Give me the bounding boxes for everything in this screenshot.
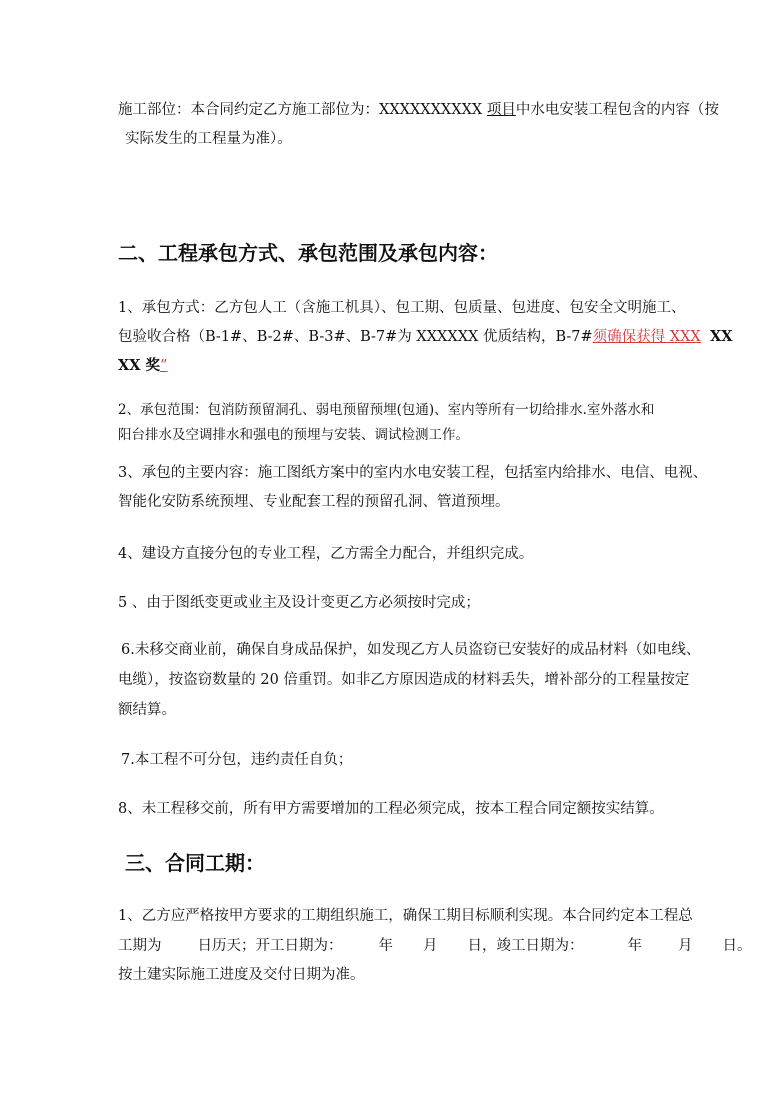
duration-label: 工期为 [118,938,162,954]
placement-prefix: 施工部位：本合同约定乙方施工部位为：XXXXXXXXXX [118,102,487,118]
section-2-item-1-line-2 [118,327,732,347]
item-1-bold-text: XX [709,328,733,345]
section-2-item-1-line-1: 1、承包方式：乙方包人工（含施工机具）、包工期、包质量、包进度、包安全文明施工、 [118,300,686,316]
item-1-line-3-bold: XX 奖 [118,357,161,374]
placement-underlined: 项目 [486,102,516,118]
end-month-label: 月 [678,938,693,954]
section-2-item-2-line-1: 2、承包范围：包消防预留洞孔、弱电预留预埋(包通)、室内等所有一切给排水.室外落水和 [118,402,655,418]
end-day-label: 日。 [722,938,752,954]
placement-suffix: 中水电安装工程包含的内容（按 [515,102,719,118]
section-2-item-2-line-2: 阳台排水及空调排水和强电的预埋与安装、调试检测工作。 [118,427,469,443]
section-2-item-6-line-1: 6.未移交商业前，确保自身成品保护，如发现乙方人员盗窃已安装好的成品材料（如电线、 [121,642,701,658]
placement-line-2: 实际发生的工程量为准）。 [125,131,292,147]
start-month-label: 月 [423,938,438,954]
section-2-item-3-line-2: 智能化安防系统预埋、专业配套工程的预留孔洞、管道预埋。 [118,494,510,510]
section-3-item-1-line-2 [118,936,752,956]
completion-date-label: 日，竣工日期为： [467,938,584,954]
section-3-heading: 三、合同工期： [125,851,265,875]
start-date-label: 日历天；开工日期为： [197,938,343,954]
item-1-line-2-prefix: 包验收合格（B-1#、B-2#、B-3#、B-7#为 XXXXXX 优质结构，B-7# [118,329,593,345]
section-2-heading: 二、工程承包方式、承包范围及承包内容： [118,241,498,265]
section-3-item-1-line-1: 1、乙方应严格按甲方要求的工期组织施工，确保工期目标顺利实现。本合同约定本工程总 [118,908,693,924]
section-2-item-7: 7.本工程不可分包，违约责任自负； [121,752,353,768]
start-year-label: 年 [378,938,393,954]
section-2-item-6-line-2: 电缆），按盗窃数量的 20 倍重罚。如非乙方原因造成的材料丢失，增补部分的工程量按定 [118,672,690,688]
section-2-item-3-line-1: 3、承包的主要内容：施工图纸方案中的室内水电安装工程，包括室内给排水、电信、电视、 [118,465,708,481]
section-2-item-4: 4、建设方直接分包的专业工程，乙方需全力配合，并组织完成。 [118,546,534,562]
section-3-item-1-line-3: 按土建实际施工进度及交付日期为准。 [118,967,365,983]
item-1-red-text: 须确保获得 XXX [592,329,701,345]
placement-line-1 [118,100,719,120]
section-2-item-8: 8、未工程移交前，所有甲方需要增加的工程必须完成，按本工程合同定额按实结算。 [118,801,664,817]
section-2-item-1-line-3 [118,356,167,376]
section-2-item-5: 5 、由于图纸变更或业主及设计变更乙方必须按时完成； [118,595,480,611]
section-2-item-6-line-3: 额结算。 [118,702,176,718]
item-1-line-3-quote: ” [160,358,168,374]
end-year-label: 年 [627,938,642,954]
